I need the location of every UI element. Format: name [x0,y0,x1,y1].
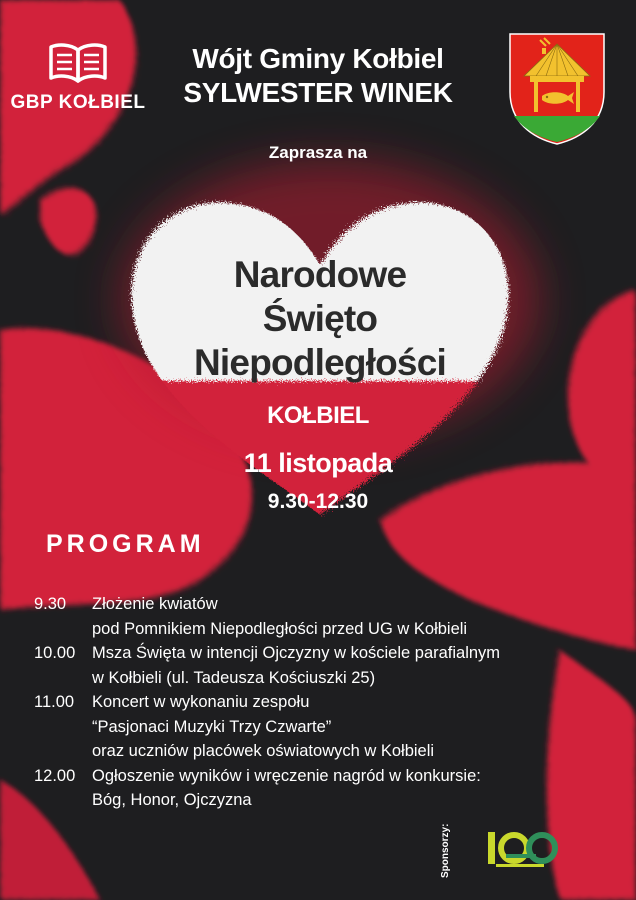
program-item-line: Złożenie kwiatów [92,595,218,613]
program-item [34,592,624,641]
sponsors-label-text: Sponsorzy: [440,823,451,878]
program-item-text [92,690,624,764]
sponsors-section [432,818,612,888]
program-heading: PROGRAM [46,530,205,558]
program-item [34,690,624,764]
program-item-line: oraz uczniów placówek oświatowych w Kołbieli [92,742,435,760]
coat-of-arms-icon [506,30,608,146]
open-book-icon [48,40,108,86]
organizer-name: SYLWESTER WINEK [183,77,453,108]
library-logo [8,40,148,120]
event-place: KOŁBIEL [267,402,369,429]
sponsors-label [440,818,454,888]
program-item-time: 12.00 [34,766,76,785]
program-item-time: 10.00 [34,644,76,662]
program-item-line: Koncert w wykonaniu zespołu [92,693,310,711]
library-logo-text: GBP KOŁBIEL [10,92,146,113]
program-item [34,641,624,690]
event-title [140,253,500,385]
event-date: 11 listopada [243,448,393,478]
event-time: 9.30-12.30 [267,490,369,513]
organizer-title: Wójt Gminy Kołbiel [192,43,444,74]
program-item-line: Bóg, Honor, Ojczyzna [92,791,252,809]
program-item-text [92,641,624,690]
program-item-time: 9.30 [34,595,67,613]
program-item-line: Ogłoszenie wyników i wręczenie nagród w konkursie: [92,766,481,785]
program-item [34,764,624,813]
program-item-line: “Pasjonaci Muzyki Trzy Czwarte” [92,717,332,736]
sponsor-100-logo-icon [484,824,566,874]
event-title-line3: Niepodległości [194,342,446,383]
organizer-header [150,42,486,110]
program-list [34,592,624,813]
program-item-line: w Kołbieli (ul. Tadeusza Kościuszki 25) [92,668,376,687]
program-item-line: pod Pomnikiem Niepodległości przed UG w Kołbieli [92,619,468,638]
program-item-text [92,592,624,641]
event-title-line1: Narodowe [233,254,407,295]
program-item-text [92,764,624,813]
event-title-line2: Święto [262,298,378,339]
program-item-line: Msza Święta w intencji Ojczyzny w kościele parafialnym [92,644,501,662]
invite-text: Zaprasza na [268,143,368,162]
program-item-time: 11.00 [34,693,75,711]
